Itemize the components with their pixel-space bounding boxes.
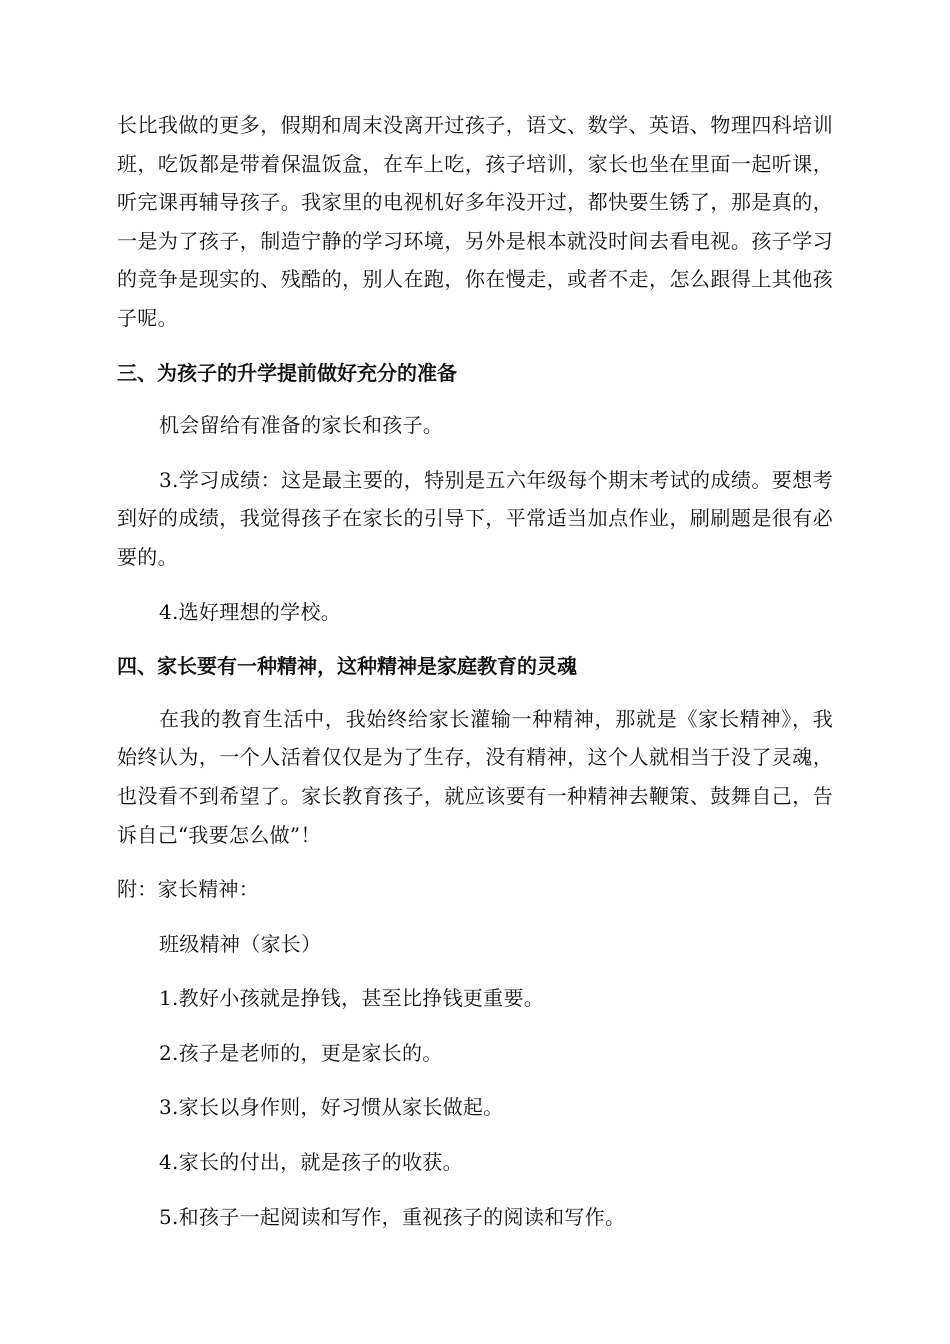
- item-4-paragraph: 4.选好理想的学校。: [159, 599, 342, 624]
- item-3-paragraph: 3.学习成绩：这是最主要的，特别是五六年级每个期末考试的成绩。要想考到好的成绩，我觉得孩子在家长的引导下，平常适当加点作业，刷刷题是很有必要的。: [117, 467, 833, 569]
- document-page: [117, 106, 833, 1236]
- chance-paragraph: 机会留给有准备的家长和孩子。: [159, 413, 444, 438]
- list-item: 1.教好小孩就是挣钱，甚至比挣钱更重要。: [159, 986, 545, 1011]
- list-item: 3.家长以身作则，好习惯从家长做起。: [159, 1095, 504, 1120]
- section-heading-4: 四、家长要有一种精神，这种精神是家庭教育的灵魂: [117, 654, 577, 679]
- list-item: 5.和孩子一起阅读和写作，重视孩子的阅读和写作。: [159, 1204, 626, 1229]
- list-item: 4.家长的付出，就是孩子的收获。: [159, 1150, 463, 1175]
- spirit-paragraph: 在我的教育生活中，我始终给家长灌输一种精神，那就是《家长精神》，我始终认为，一个人活着仅仅是为了生存，没有精神，这个人就相当于没了灵魂，也没看不到希望了。家长教育孩子，就应该要有一种精神去鞭策、鼓舞自己，告诉自己“我要怎么做”！: [117, 706, 833, 847]
- list-item: 2.孩子是老师的，更是家长的。: [159, 1040, 443, 1065]
- appendix-title: 班级精神（家长）: [159, 931, 322, 956]
- appendix-label: 附：家长精神：: [117, 877, 260, 902]
- intro-paragraph: 长比我做的更多，假期和周末没离开过孩子，语文、数学、英语、物理四科培训班，吃饭都是带着保温饭盒，在车上吃，孩子培训，家长也坐在里面一起听课，听完课再辅导孩子。我家里的电视机好多年没开过，都快要生锈了，那是真的，一是为了孩子，制造宁静的学习环境，另外是根本就没时间去看电视。孩子学习的竞争是现实的、残酷的，别人在跑，你在慢走，或者不走，怎么跟得上其他孩子呢。: [117, 113, 833, 330]
- section-heading-3: 三、为孩子的升学提前做好充分的准备: [117, 360, 457, 385]
